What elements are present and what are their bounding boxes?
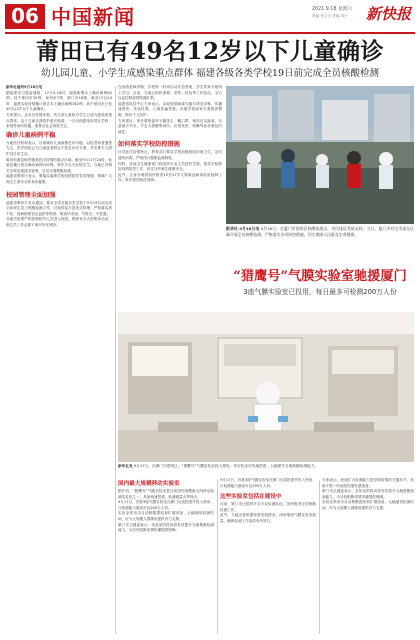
lead-paragraph-1: 据福建省卫健委通报，17日0-24时，福建新增本土确诊病例60例，其中莆田市35例、泉州市7例、厦门市18例。截至17日24时，福建本轮疫情累计报告本土确诊病例162例，其中莆田市已有49名12岁以下儿童确诊。: [6, 90, 112, 112]
lab-feature-header: [226, 268, 414, 306]
section-paragraph: 福建省教育厅发出通知，要求全省各级各类学校于9月19日前完成全体师生员工核酸检测工作，对校园实行封闭式管理，严格落实晨午检、因病缺课登记追踪等制度，做到早发现、早报告、早处置。: [6, 200, 112, 216]
column-paragraph: 此外，全省各地将加快推进12至17岁人群新冠病毒疫苗接种工作，筑牢校园免疫屏障。: [118, 172, 222, 183]
column-divider: [115, 86, 116, 634]
photo-caption-box: [226, 226, 414, 266]
lab-feature-subtitle: 3座气膜实验室已投用，每日最多可检测200万人份: [243, 288, 397, 296]
lab-feature-title: “猎鹰号”气膜实验室驰援厦门: [233, 269, 407, 284]
masthead: [0, 0, 420, 36]
lab-caption-credit: 新华社发: [118, 464, 133, 468]
masthead-rule: [5, 32, 415, 34]
lab-caption-text: 9月17日，在厦门市思明区，“猎鹰号”气膜实验室投入使用。该实验室可快速搭建，大幅提升当地核酸检测能力。: [133, 464, 319, 468]
section-paragraph: 福建省教育厅表示，要落实落细学校疫情防控各项措施，保障广大师生生命安全和身体健康。: [6, 174, 112, 184]
testing-site-photo: [226, 86, 414, 224]
lab-paragraph: 此外，当地还将根据疫情发展情况，适时增加气膜实验室数量，确保检测工作高效有序进行。: [220, 513, 316, 523]
caption-lead: 新华社 9月18日电: [226, 226, 260, 231]
lab-paragraph: 目前，厦门市已组织多支专业检测队伍，加快推进全员核酸检测工作。: [220, 502, 316, 512]
page-number: 06: [11, 4, 39, 28]
lab-paragraph: 厦门市卫健委表示，实验室的投用将有效提升当地核酸检测能力，为尽快阻断疫情传播提供保障。: [322, 489, 414, 499]
column-divider: [217, 480, 218, 634]
column-paragraph: 针对此次疫情特点，教育部门要求学校加强校园环境卫生，定时通风消毒，严格执行健康监测制度。: [118, 150, 222, 160]
section-paragraph: 当地医疗机构表示，目前确诊儿童病情总体平稳，以轻型和普通型为主，医疗团队已为儿童患者制定个性化诊疗方案，并安排专人照护其日常生活。: [6, 140, 112, 156]
lab-paragraph: 9月17日，首批3座气膜实验室在厦门完成搭建并投入使用，日检测能力最高可达200万人份。: [220, 478, 316, 488]
column-paragraph: 在仙游县枫亭镇，学校第一时间启动应急预案，学生居家开展线上学习。目前，当地已组织流调、采样、转运等工作队伍，全力以赴控制疫情传播扩散。: [118, 85, 222, 101]
section-paragraph: 莆田仙游县枫亭镇是此次疫情的重点区域。截至9月17日24时，仙游县累计报告确诊病例120例，其中多名为在校学生。当地已对相关学校实施封闭管理，全员开展核酸检测。: [6, 157, 112, 173]
section-paragraph: 各地学校要严格控制校外人员进入校园，暂停举办大型集体活动，师生员工非必要不离开所在城市。: [6, 217, 112, 227]
photo-illustration: [226, 86, 414, 224]
lab-photo: [118, 312, 414, 462]
lab-article-col-2: [220, 478, 316, 635]
column-paragraph: 专家建议，家长要督促孩子勤洗手、戴口罩、保持社交距离，尽量减少外出，不去人群聚集场所，出现发热、咳嗽等症状要及时就医。: [118, 118, 222, 134]
lab-article-col-1: [118, 478, 214, 635]
date-line: 2021.9.18 星期六: [312, 7, 353, 12]
column-paragraph: 同时，各地卫生健康部门将组织专业人员进驻学校，指导学校做好疫情防控工作，切实守护师生健康安全。: [118, 161, 222, 172]
lab-illustration: [118, 312, 414, 462]
lab-paragraph: 实验室采用全自动核酸提取和扩增设备，大幅缩短检测时间，可为大规模人群筛查提供有力支撑。: [322, 500, 414, 510]
lab-photo-caption: [118, 464, 414, 476]
section-title: 中国新闻: [51, 5, 135, 29]
editor-line: 责编 张文字 美编 刘小: [312, 14, 348, 18]
section-heading-children: 确诊儿童病例平稳: [6, 131, 56, 139]
column-paragraph: 福建省疾控中心专家表示，本轮疫情病毒为德尔塔变异株，传播速度快、传染性强，儿童普遍易感，各地学校和家长要提高警惕，做好个人防护。: [118, 101, 222, 117]
lab-paragraph: 厦门市卫健委表示，实验室的投用将有效提升当地核酸检测能力，为尽快阻断疫情传播提供保障。: [118, 522, 214, 533]
section-heading-measures: 如何落实学校防控措施: [118, 141, 180, 149]
sub-headline: 幼儿园儿童、小学生成感染重点群体 福建各级各类学校19日前完成全员核酸检测: [40, 68, 380, 79]
caption-text: 9月18日，在厦门市思明区核酸检测点，市民排队等候采样。当日，厦门市对全市部分区域开展全员核酸检测，严格落实各项防控措施，切实保障人民群众生命健康。: [226, 226, 414, 237]
headline-block: [0, 36, 420, 82]
lead-paragraph-2: 专家提示，从本次疫情来看，幼儿园儿童和小学生已成为感染的重点群体。由于儿童自我防护意识较弱，一旦出现感染容易在学校、家庭等场所传播，需要全社会高度关注。: [6, 112, 112, 129]
lead-article: [6, 85, 112, 635]
section-heading-in-construction: 这些实验室包括在建设中: [220, 494, 282, 501]
lab-paragraph: 实验室采用全自动核酸提取和扩增设备，大幅缩短检测时间，可为大规模人群筛查提供有力支撑。: [118, 511, 214, 521]
section-heading-largest-lab: 国内最大规模移动实验室: [118, 481, 180, 487]
lab-article-col-3: [322, 478, 414, 635]
lab-paragraph: 据介绍，“猎鹰号”气膜实验室是目前国内规模最大的移动检测实验室之一，具备快速搭建、检测通量大等特点。: [118, 489, 214, 499]
byline: 新华社福州9月18日电: [6, 85, 43, 89]
lab-paragraph: 专家表示，快速扩大检测能力是控制疫情的关键环节，有助于第一时间发现潜在感染者。: [322, 478, 414, 488]
column-divider: [319, 480, 320, 634]
section-heading-campus: 校园管理全面加强: [6, 191, 56, 199]
newspaper-logo: 新快报: [366, 5, 412, 23]
page-number-badge: [5, 4, 45, 29]
main-headline: 莆田已有49名12岁以下儿童确诊: [35, 38, 384, 65]
lab-paragraph: 9月17日，首批3座气膜实验室在厦门完成搭建并投入使用，日检测能力最高可达200万人份。: [118, 500, 214, 510]
